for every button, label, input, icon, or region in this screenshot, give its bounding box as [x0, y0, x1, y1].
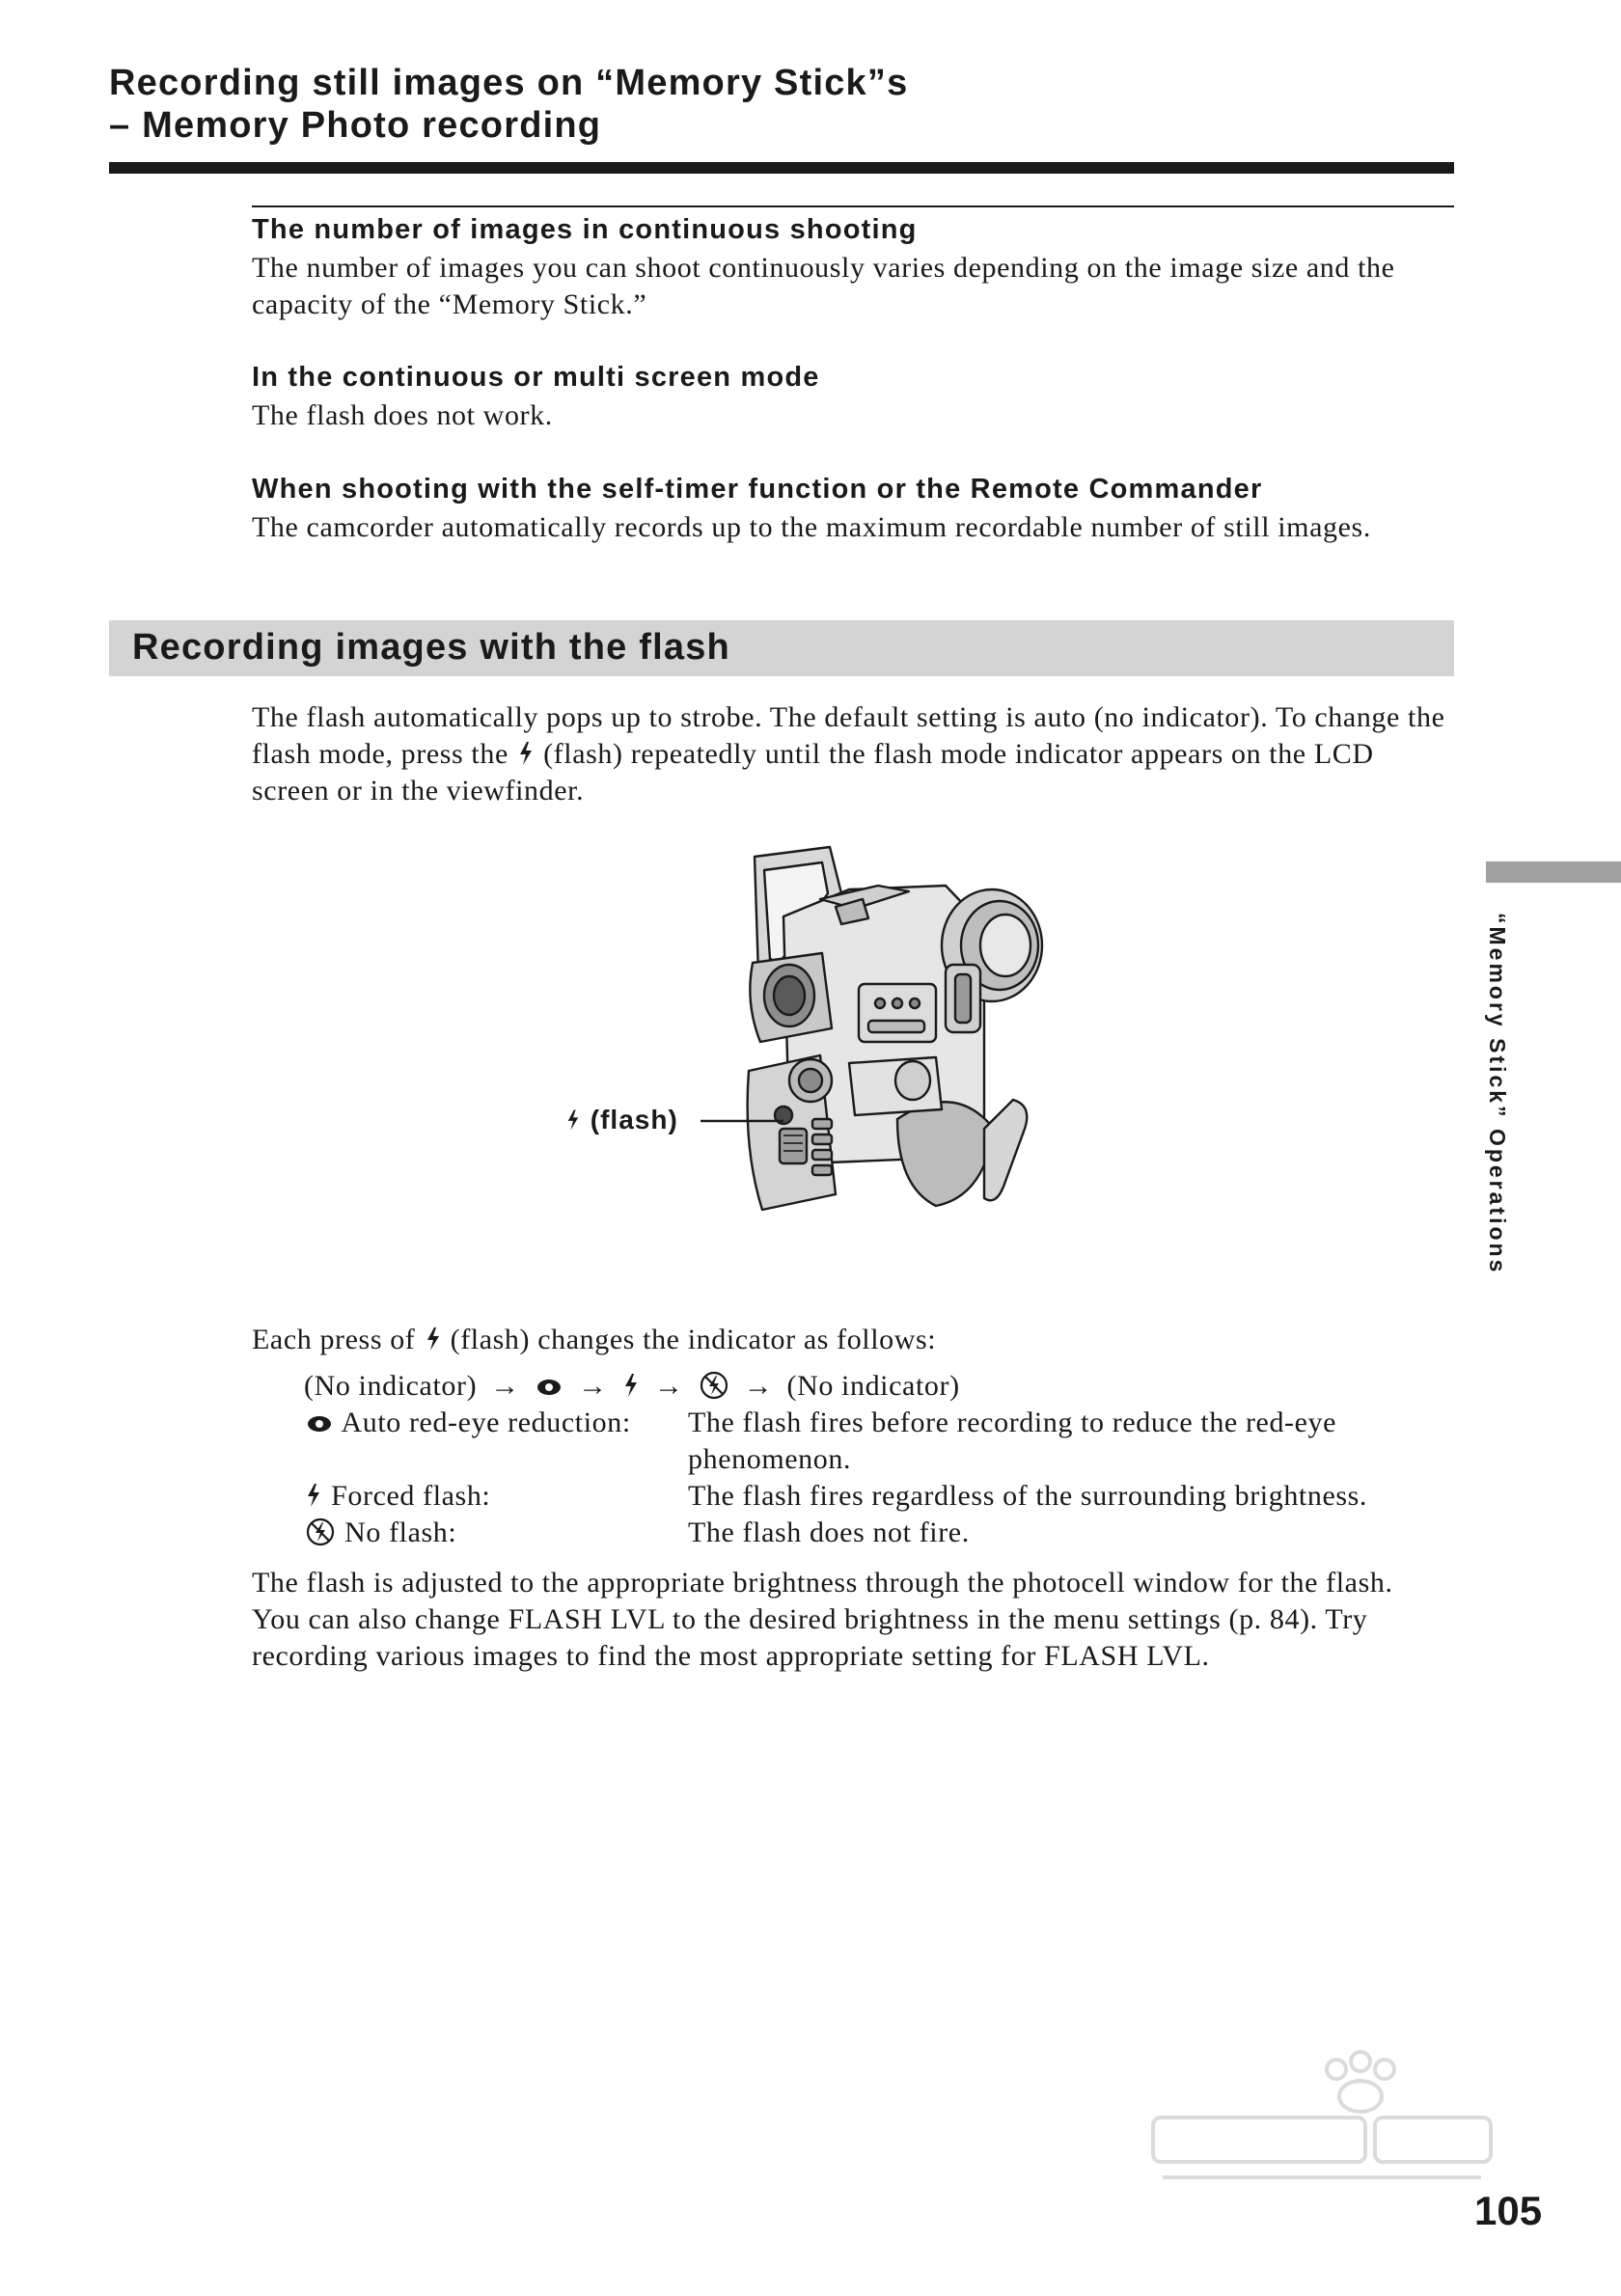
no-flash-icon — [306, 1517, 335, 1546]
side-tab-bar — [1486, 861, 1621, 883]
note-text-self-timer: The camcorder automatically records up to the maximum recordable number of still images. — [252, 511, 1371, 543]
note-heading-continuous: The number of images in continuous shooting — [252, 214, 918, 245]
mode-label-red-eye — [304, 1405, 631, 1441]
each-press-line — [252, 1322, 1448, 1358]
arrow-right-icon: → — [578, 1370, 608, 1402]
mode-row-no-flash — [304, 1515, 1462, 1551]
page-number: 105 — [1474, 2188, 1543, 2233]
arrow-right-icon: → — [743, 1370, 774, 1402]
mode-label-no-flash — [304, 1515, 456, 1551]
section-title: Recording images with the flash — [132, 627, 730, 668]
page-title — [109, 62, 908, 147]
note-text-continuous: The number of images you can shoot continuously varies depending on the image size and the capacity of the “Memory Stick.” — [252, 252, 1395, 320]
no-flash-icon — [700, 1371, 728, 1400]
mode-label-text: Forced flash: — [331, 1480, 491, 1512]
mode-label-text: Auto red-eye reduction: — [341, 1407, 631, 1438]
figure-label-text: (flash) — [590, 1105, 678, 1134]
camcorder-illustration — [531, 839, 1071, 1264]
flash-intro-paragraph — [252, 699, 1448, 809]
flash-icon — [623, 1373, 639, 1398]
flash-icon — [306, 1483, 321, 1508]
flash-icon — [426, 1326, 441, 1352]
note-heading-self-timer: When shooting with the self-timer function or the Remote Commander — [252, 474, 1263, 505]
mode-row-forced — [304, 1478, 1462, 1515]
mode-desc-forced: The flash fires regardless of the surrounding brightness. — [688, 1480, 1368, 1512]
figure-label-flash — [564, 1105, 678, 1135]
each-press-part-2: (flash) changes the indicator as follows: — [450, 1324, 937, 1355]
page-title-line-2: – Memory Photo recording — [109, 105, 602, 146]
flash-icon — [518, 741, 534, 766]
note-text-multi-screen: The flash does not work. — [252, 399, 553, 431]
mode-desc-red-eye: The flash fires before recording to reduce the red-eye phenomenon. — [688, 1407, 1337, 1475]
each-press-part-1: Each press of — [252, 1324, 416, 1355]
page-title-line-1: Recording still images on “Memory Stick”s — [109, 63, 909, 103]
mode-label-text: No flash: — [344, 1517, 457, 1548]
flash-icon — [566, 1108, 580, 1132]
title-rule — [109, 162, 1454, 174]
eye-icon — [306, 1414, 333, 1434]
mode-desc-no-flash: The flash does not fire. — [688, 1517, 970, 1548]
mode-row-red-eye — [304, 1405, 1462, 1478]
flash-intro-part-1: The flash automatically pops up to strobe. The default setting is auto (no indicator). To change the flash mode, press the — [252, 701, 1445, 770]
arrow-right-icon: → — [653, 1370, 684, 1402]
side-tab-label: “Memory Stick” Operations — [1485, 913, 1510, 1275]
eye-icon — [536, 1378, 563, 1397]
sequence-end: (No indicator) — [786, 1370, 960, 1402]
flash-mode-sequence — [304, 1368, 960, 1405]
flash-closing-paragraph: The flash is adjusted to the appropriate brightness through the photocell window for the flash. You can also change FLASH LVL to the desired brightness in the menu settings (p. 84). Try recording various images to find the most appropriate setting for FLASH LVL. — [252, 1567, 1393, 1672]
baidu-watermark-logo — [1143, 2050, 1510, 2195]
mode-label-forced — [304, 1478, 490, 1515]
sequence-start: (No indicator) — [304, 1370, 478, 1402]
note-heading-multi-screen: In the continuous or multi screen mode — [252, 362, 820, 393]
arrow-right-icon: → — [490, 1370, 520, 1402]
flash-intro-part-2: (flash) repeatedly until the flash mode indicator appears on the LCD screen or in the viewfinder. — [252, 738, 1374, 806]
notes-rule — [252, 205, 1454, 207]
